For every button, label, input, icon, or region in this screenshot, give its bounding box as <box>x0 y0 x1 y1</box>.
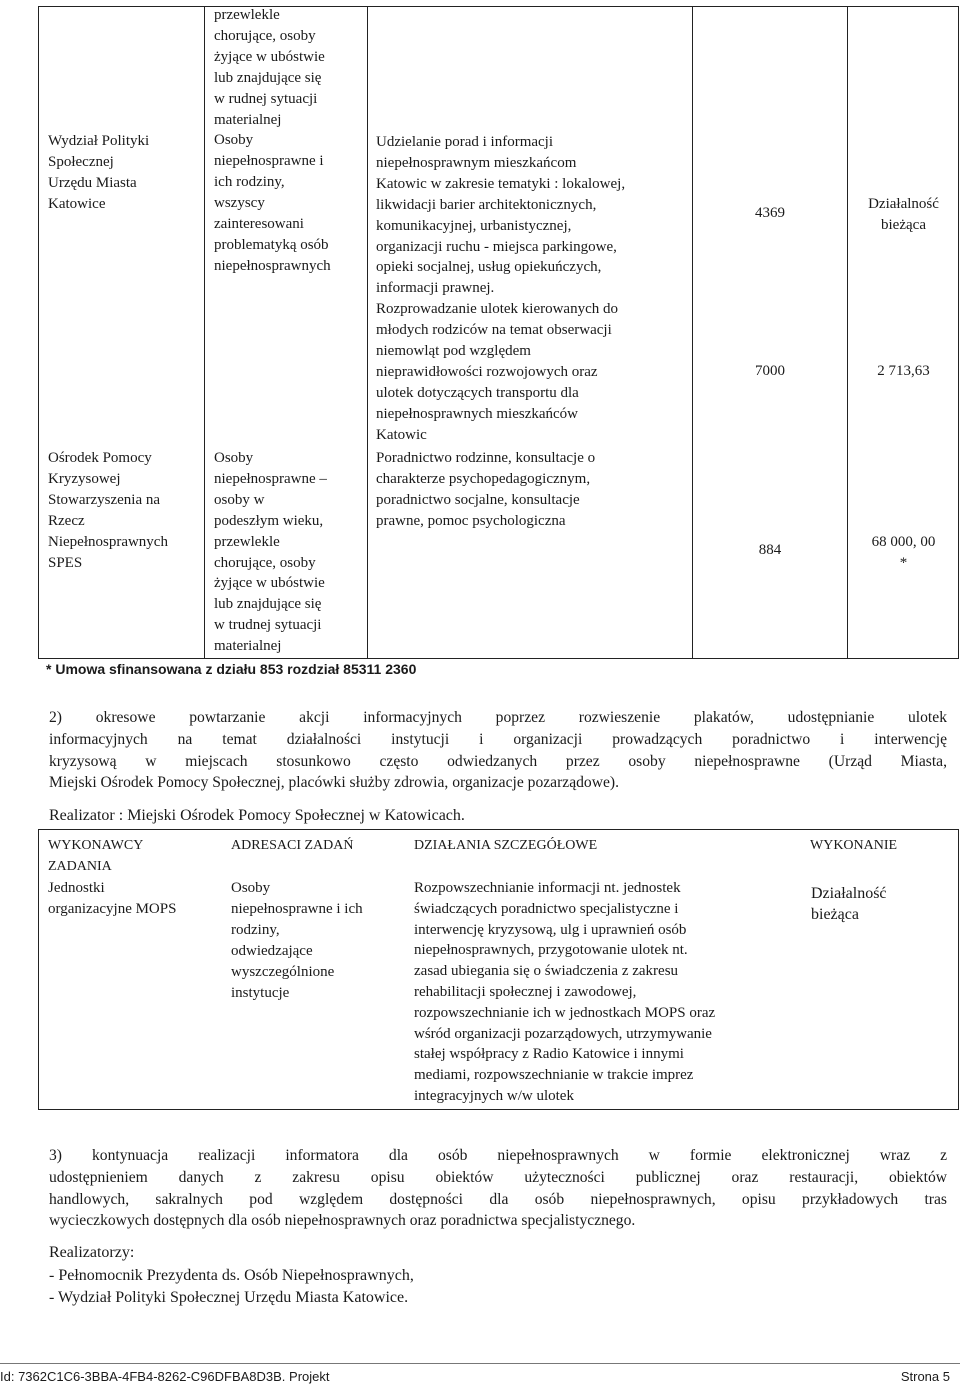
recipients-cell-2 <box>214 448 327 657</box>
execution-line: bieżąca <box>811 905 859 923</box>
paragraph-line: 3) kontynuacja realizacji informatora dla osób niepełnosprawnych w formie elektronicznej wraz z <box>49 1147 947 1164</box>
details-line: poradnictwo socjalne, konsultacje <box>376 491 580 508</box>
details-line: ulotek dotyczących transportu dla <box>376 384 579 401</box>
paragraph-line: wycieczkowych dostępnych dla osób niepełnosprawnych oraz poradnictwa specjalistycznego. <box>49 1212 636 1230</box>
details-line: Rozpowszechnianie informacji nt. jednostek <box>414 880 681 896</box>
recipients-line: ich rodziny, <box>214 174 285 191</box>
table-border <box>847 6 848 659</box>
recipients-line: niepełnosprawne – <box>214 470 327 487</box>
unit-line: Kryzysowej <box>48 470 121 487</box>
executors-line: Jednostki <box>48 880 105 896</box>
paragraph-line: Miejski Ośrodek Pomocy Społecznej, placówki służby zdrowia, organizacje pozarządowe). <box>49 774 620 792</box>
unit-line: Społecznej <box>48 153 114 170</box>
recipients-line: w rudnej sytuacji <box>214 90 318 107</box>
details-line: świadczących poradnictwo specjalistyczne i <box>414 900 679 917</box>
details-line: likwidacji barier architektonicznych, <box>376 196 597 213</box>
footer-page-number: Strona 5 <box>900 1369 950 1384</box>
unit-line: Katowice <box>48 195 106 212</box>
realizatorzy-title: Realizatorzy: <box>49 1244 135 1261</box>
header-executors <box>48 836 143 878</box>
recipients-line: lub znajdujące się <box>214 69 322 86</box>
details-line: interwencję kryzysową, ulg i uprawnień osób <box>414 921 687 938</box>
recipients-line: Osoby <box>214 132 254 149</box>
recipients-line: chorujące, osoby <box>214 554 316 571</box>
unit-cell-2 <box>48 448 168 573</box>
recipients-line: wszyscy <box>214 195 265 212</box>
realizator-item: - Wydział Polityki Społecznej Urzędu Miasta Katowice. <box>49 1289 409 1306</box>
details-line: niepełnosprawnych, przygotowanie ulotek nt. <box>414 942 688 959</box>
details-line: organizacji ruchu - miejsca parkingowe, <box>376 238 617 255</box>
details-cell-1 <box>376 132 625 446</box>
count-value: 884 <box>758 542 782 558</box>
details-line: Udzielanie porad i informacji <box>376 134 554 150</box>
recipients-line: rodziny, <box>231 921 280 938</box>
table-border <box>204 6 205 659</box>
realizator-line: Realizator : Miejski Ośrodek Pomocy Społecznej w Katowicach. <box>49 807 465 824</box>
table-border <box>38 829 39 1110</box>
details-line: opieki socjalnej, usług opiekuńczych, <box>376 259 602 276</box>
amount-line: 68 000, 00 <box>871 534 936 550</box>
count-value: 7000 <box>755 363 785 379</box>
unit-line: Niepełnosprawnych <box>48 533 168 550</box>
amount-value <box>849 532 958 574</box>
recipients-line: w trudnej sytuacji <box>214 617 322 634</box>
details-line: charakterze psychopedagogicznym, <box>376 470 591 487</box>
table-border <box>38 1109 959 1110</box>
details-cell <box>414 878 715 1107</box>
recipients-line: niepełnosprawne i <box>214 153 324 170</box>
details-line: zasad ubiegania się o świadczenia z zakresu <box>414 963 679 980</box>
details-line: niepełnosprawnych mieszkańców <box>376 405 579 422</box>
details-cell-2 <box>376 448 595 532</box>
paragraph-line: informacyjnych na temat działalności instytucji i organizacji prowadzących poradnictwo i interwencję <box>49 730 947 748</box>
paragraph-line: kryzysową w miejscach stosunkowo często odwiedzanych przez osoby niepełnosprawne (Urząd Miasta, <box>49 752 947 770</box>
header-recipients: ADRESACI ZADAŃ <box>231 838 354 853</box>
recipients-line: Osoby <box>214 450 254 466</box>
header-details: DZIAŁANIA SZCZEGÓŁOWE <box>414 838 598 853</box>
status-line: bieżąca <box>881 216 926 233</box>
section-3-paragraph <box>49 1145 947 1232</box>
executors-cell <box>48 878 176 920</box>
recipients-line: przewlekle <box>214 533 280 550</box>
details-line: integracyjnych w/w ulotek <box>414 1087 574 1104</box>
recipients-line: wyszczególnione <box>231 963 335 980</box>
details-line: informacji prawnej. <box>376 280 495 297</box>
recipients-line: osoby w <box>214 491 265 508</box>
unit-line: Urzędu Miasta <box>48 174 137 191</box>
details-line: rehabilitacji społecznej i zawodowej, <box>414 983 637 1000</box>
count-value: 4369 <box>755 205 785 221</box>
recipients-line: problematyką osób <box>214 236 329 253</box>
unit-line: Wydział Polityki <box>48 133 150 149</box>
details-line: niemowląt pod względem <box>376 343 531 360</box>
footer-divider <box>0 1363 960 1364</box>
table-border <box>958 829 959 1110</box>
section-2-paragraph <box>49 707 947 794</box>
recipients-line: żyjące w ubóstwie <box>214 575 325 592</box>
header-execution: WYKONANIE <box>810 838 898 853</box>
table-border <box>958 6 959 659</box>
recipients-line: materialnej <box>214 111 282 128</box>
details-line: rozpowszechnianie ich w jednostkach MOPS oraz <box>414 1004 716 1021</box>
unit-line: SPES <box>48 554 83 571</box>
recipients-line: niepełnosprawne i ich <box>231 900 363 917</box>
details-line: prawne, pomoc psychologiczna <box>376 512 566 529</box>
execution-cell <box>811 884 887 926</box>
details-line: komunikacyjnej, urbanistycznej, <box>376 217 572 234</box>
status-line: Działalność <box>868 196 939 212</box>
header-line: WYKONAWCY <box>48 838 144 853</box>
amount-value: 2 713,63 <box>877 363 930 379</box>
recipients-line: Osoby <box>231 880 271 896</box>
recipients-line: zainteresowani <box>214 216 304 233</box>
status-value <box>849 194 958 236</box>
details-line: nieprawidłowości rozwojowych oraz <box>376 363 598 380</box>
recipients-cell-1 <box>214 5 331 277</box>
table-border <box>38 829 959 830</box>
recipients-line: przewlekle <box>214 7 280 23</box>
realizatorzy-block <box>49 1242 414 1310</box>
details-line: stałej współpracy z Radio Katowice i innymi <box>414 1046 684 1063</box>
table-footnote: * Umowa sfinansowana z działu 853 rozdział 85311 2360 <box>46 661 417 677</box>
details-line: młodych rodziców na temat obserwacji <box>376 322 612 339</box>
unit-line: Rzecz <box>48 512 85 529</box>
header-line: ZADANIA <box>48 858 112 874</box>
details-line: Katowic w zakresie tematyki : lokalowej, <box>376 175 626 192</box>
paragraph-line: 2) okresowe powtarzanie akcji informacyjnych poprzez rozwieszenie plakatów, udostępnianie ulotek <box>49 709 947 726</box>
unit-line: Stowarzyszenia na <box>48 491 161 508</box>
recipients-line: żyjące w ubóstwie <box>214 48 325 65</box>
table-border <box>692 6 693 659</box>
recipients-line: lub znajdujące się <box>214 596 322 613</box>
table-border <box>367 6 368 659</box>
details-line: Poradnictwo rodzinne, konsultacje o <box>376 450 596 466</box>
recipients-line: chorujące, osoby <box>214 27 316 44</box>
execution-line: Działalność <box>811 885 887 902</box>
table-border <box>38 6 39 659</box>
recipients-line: podeszłym wieku, <box>214 512 324 529</box>
recipients-line: niepełnosprawnych <box>214 257 331 274</box>
table-border <box>38 6 959 7</box>
executors-line: organizacyjne MOPS <box>48 900 177 917</box>
details-line: wśród organizacji pozarządowych, utrzymywanie <box>414 1025 712 1042</box>
details-line: niepełnosprawnym mieszkańcom <box>376 154 577 171</box>
paragraph-line: handlowych, sakralnych pod względem dostępności dla osób niepełnosprawnych, opisu przykładowych tras <box>49 1190 947 1208</box>
amount-line: * <box>899 554 908 571</box>
realizator-item: - Pełnomocnik Prezydenta ds. Osób Niepełnosprawnych, <box>49 1266 414 1284</box>
recipients-line: materialnej <box>214 638 282 655</box>
unit-cell-1 <box>48 131 149 215</box>
recipients-line: instytucje <box>231 984 290 1001</box>
recipients-line: odwiedzające <box>231 942 313 959</box>
recipients-cell <box>231 878 363 1003</box>
unit-line: Ośrodek Pomocy <box>48 450 152 466</box>
details-line: Rozprowadzanie ulotek kierowanych do <box>376 301 618 318</box>
details-line: mediami, rozpowszechnianie w trakcie imprez <box>414 1067 694 1084</box>
paragraph-line: udostępnieniem danych z zakresu opisu obiektów użyteczności publicznej oraz restauracji, obiektów <box>49 1168 947 1186</box>
details-line: Katowic <box>376 426 427 443</box>
footer-id: Id: 7362C1C6-3BBA-4FB4-8262-C96DFBA8D3B. Projekt <box>0 1369 330 1384</box>
